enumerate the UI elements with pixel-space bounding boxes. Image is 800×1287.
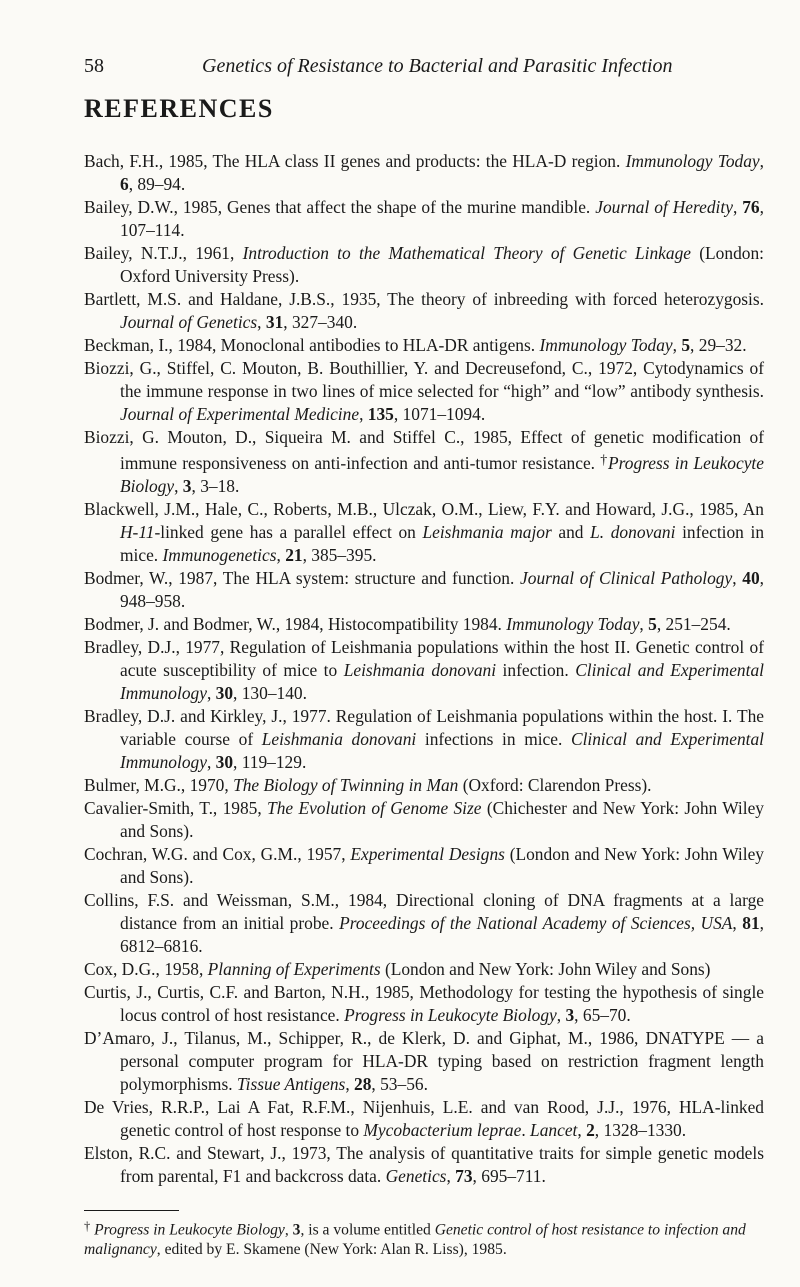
- reference-entry: Cox, D.G., 1958, Planning of Experiments (London and New York: John Wiley and Sons): [84, 958, 711, 979]
- reference-entry: Curtis, J., Curtis, C.F. and Barton, N.H., 1985, Methodology for testing the hypothesis of single locus control of host resistance. Progress in Leukocyte Biology, 3, 65–70.: [84, 981, 764, 1025]
- reference-entry: Blackwell, J.M., Hale, C., Roberts, M.B., Ulczak, O.M., Liew, F.Y. and Howard, J.G., 1985, An H-11-linked gene has a parallel effect on Leishmania major and L. donovani infection in mice. Immunogenetics, 21, 385–395.: [84, 498, 765, 565]
- reference-entry: Bailey, D.W., 1985, Genes that affect the shape of the murine mandible. Journal of Heredity, 76, 107–114.: [84, 197, 764, 240]
- reference-entry: Bach, F.H., 1985, The HLA class II genes and products: the HLA-D region. Immunology Today, 6, 89–94.: [84, 151, 764, 194]
- reference-entry: Bodmer, W., 1987, The HLA system: structure and function. Journal of Clinical Pathology, 40, 948–958.: [84, 567, 764, 611]
- reference-entry: De Vries, R.R.P., Lai A Fat, R.F.M., Nijenhuis, L.E. and van Rood, J.J., 1976, HLA-linked genetic control of host response to Mycobacterium leprae. Lancet, 2, 1328–1330.: [84, 1096, 764, 1140]
- reference-list: [84, 150, 764, 1188]
- reference-entry: Cavalier-Smith, T., 1985, The Evolution of Genome Size (Chichester and New York: John Wiley and Sons).: [84, 797, 765, 841]
- section-heading: REFERENCES: [84, 94, 274, 123]
- running-header: [84, 54, 724, 78]
- footnote-rule: [84, 1210, 179, 1211]
- footnote: † Progress in Leukocyte Biology, 3, is a volume entitled Genetic control of host resistance to infection and malignancy, edited by E. Skamene (New York: Alan R. Liss), 1985.: [84, 1219, 746, 1259]
- reference-entry: Bailey, N.T.J., 1961, Introduction to the Mathematical Theory of Genetic Linkage (London: Oxford University Press).: [84, 243, 764, 286]
- reference-entry: Biozzi, G. Mouton, D., Siqueira M. and Stiffel C., 1985, Effect of genetic modification of immune responsiveness on anti-infection and anti-tumor resistance. †Progress in Leukocyte Biology, 3, 3–18.: [84, 427, 764, 496]
- running-title: Genetics of Resistance to Bacterial and Parasitic Infection: [202, 55, 673, 77]
- reference-entry: Elston, R.C. and Stewart, J., 1973, The analysis of quantitative traits for simple genetic models from parental, F1 and backcross data. Genetics, 73, 695–711.: [84, 1142, 764, 1186]
- reference-entry: Bartlett, M.S. and Haldane, J.B.S., 1935, The theory of inbreeding with forced heterozygosis. Journal of Genetics, 31, 327–340.: [84, 289, 764, 332]
- reference-entry: Bradley, D.J., 1977, Regulation of Leishmania populations within the host II. Genetic control of acute susceptibility of mice to Leishmania donovani infection. Clinical and Experimental Immunology, 30, 130–140.: [84, 636, 764, 703]
- reference-entry: Bradley, D.J. and Kirkley, J., 1977. Regulation of Leishmania populations within the host. I. The variable course of Leishmania donovani infections in mice. Clinical and Experimental Immunology, 30, 119–129.: [84, 705, 765, 772]
- reference-entry: Bodmer, J. and Bodmer, W., 1984, Histocompatibility 1984. Immunology Today, 5, 251–254.: [84, 613, 731, 634]
- reference-entry: Beckman, I., 1984, Monoclonal antibodies to HLA-DR antigens. Immunology Today, 5, 29–32.: [84, 335, 747, 355]
- reference-entry: Biozzi, G., Stiffel, C. Mouton, B. Bouthillier, Y. and Decreusefond, C., 1972, Cytodynamics of the immune response in two lines of mice selected for “high” and “low” antibody synthesis. Journal of Experimental Medicine, 135, 1071–1094.: [84, 358, 764, 424]
- reference-entry: Bulmer, M.G., 1970, The Biology of Twinning in Man (Oxford: Clarendon Press).: [84, 774, 652, 795]
- reference-entry: D’Amaro, J., Tilanus, M., Schipper, R., de Klerk, D. and Giphat, M., 1986, DNATYPE — a personal computer program for HLA-DR typing based on restriction fragment length polymorphisms. Tissue Antigens, 28, 53–56.: [84, 1027, 764, 1094]
- reference-entry: Cochran, W.G. and Cox, G.M., 1957, Experimental Designs (London and New York: John Wiley and Sons).: [84, 843, 764, 887]
- dagger-mark: †: [84, 1219, 91, 1233]
- reference-entry: Collins, F.S. and Weissman, S.M., 1984, Directional cloning of DNA fragments at a large distance from an initial probe. Proceedings of the National Academy of Sciences, USA, 81, 6812–6816.: [84, 889, 764, 956]
- page-number: 58: [84, 55, 104, 77]
